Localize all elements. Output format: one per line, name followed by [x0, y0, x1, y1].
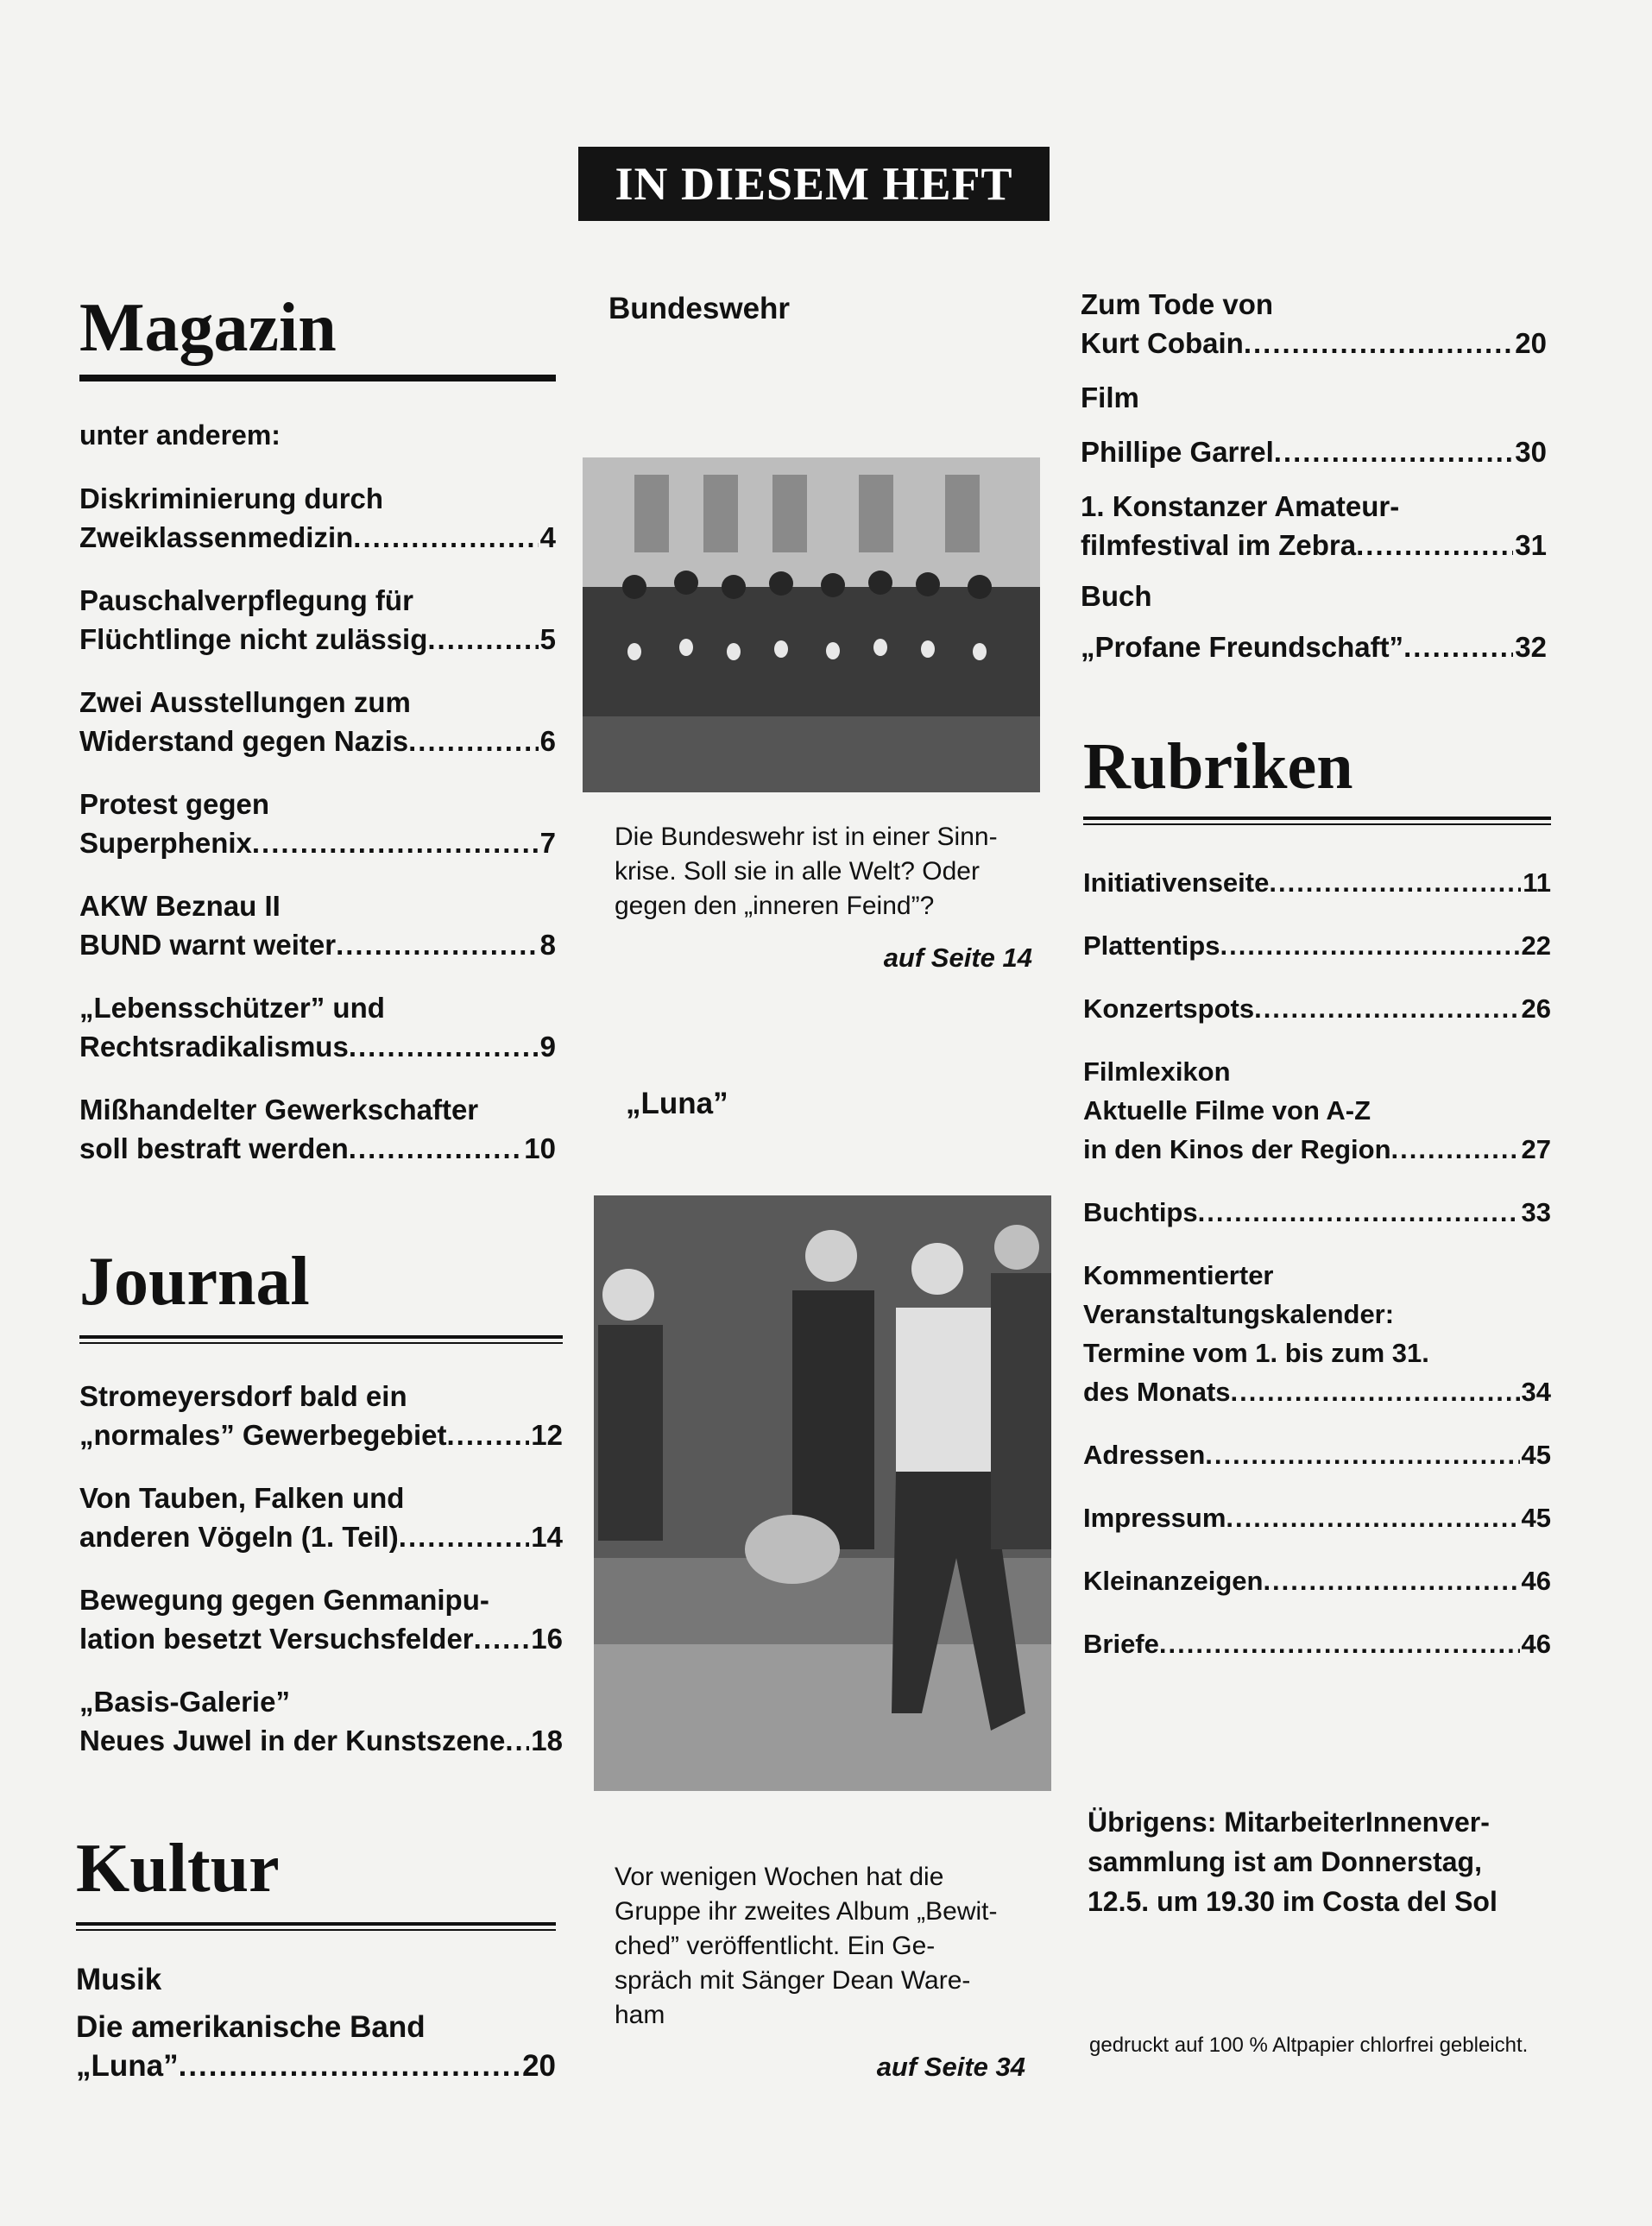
toc-entry	[79, 1580, 563, 1658]
toc-entry-line: Diskriminierung durch	[79, 482, 384, 514]
film-list	[1081, 432, 1547, 564]
toc-entry-row	[1083, 1193, 1551, 1232]
toc-entry-row	[1081, 432, 1547, 471]
toc-entry-row	[79, 925, 556, 964]
toc-entry-line: Stromeyersdorf bald ein	[79, 1380, 407, 1412]
toc-entry	[1083, 1435, 1551, 1474]
toc-entry-line: Pauschalverpflegung für	[79, 584, 413, 616]
feature-bundeswehr-caption	[615, 820, 1037, 974]
toc-entry	[79, 479, 556, 557]
page-number: 46	[1521, 1566, 1551, 1596]
toc-entry-line: 1. Konstanzer Amateur-	[1081, 490, 1400, 522]
dot-leader	[505, 1721, 529, 1760]
feature-heading: Bundeswehr	[608, 292, 791, 325]
soldiers-image	[583, 457, 1040, 792]
toc-entry	[1083, 989, 1551, 1028]
toc-entry	[1083, 1256, 1551, 1411]
page-number: 33	[1521, 1197, 1551, 1227]
toc-entry-row	[79, 722, 556, 760]
dot-leader	[1403, 627, 1513, 666]
toc-entry	[79, 1479, 563, 1556]
page-number: 32	[1515, 631, 1547, 663]
dot-leader	[336, 925, 539, 964]
page-number: 14	[531, 1521, 563, 1553]
toc-entry	[79, 886, 556, 964]
text-line: Übrigens: MitarbeiterInnenver-	[1088, 1807, 1490, 1838]
page-number: 45	[1521, 1503, 1551, 1533]
buch-label: Buch	[1081, 580, 1152, 612]
toc-entry-title: Konzertspots	[1083, 993, 1255, 1024]
caption-lines	[615, 820, 1037, 924]
toc-entry	[1081, 432, 1547, 471]
toc-entry-line: Veranstaltungskalender:	[1083, 1299, 1395, 1329]
header-banner	[578, 147, 1050, 221]
toc-entry-row	[79, 1129, 556, 1168]
toc-entry-row	[79, 1619, 563, 1658]
section-rule	[76, 1922, 556, 1926]
toc-entry-title: Superphenix	[79, 827, 252, 859]
toc-entry-row	[79, 1027, 556, 1066]
dot-leader	[1263, 1561, 1519, 1600]
toc-entry-line: „Basis-Galerie”	[79, 1686, 290, 1718]
magazin-list	[79, 479, 556, 1168]
dot-leader	[179, 2046, 520, 2085]
dot-leader	[1244, 324, 1513, 363]
toc-entry	[1083, 926, 1551, 965]
toc-entry-title: Impressum	[1083, 1503, 1226, 1533]
notice-lines	[1088, 1802, 1554, 1921]
toc-entry	[1083, 1052, 1551, 1169]
toc-entry-row	[1081, 324, 1547, 363]
dot-leader	[399, 1517, 529, 1556]
text-line: spräch mit Sänger Dean Ware-	[615, 1966, 971, 1995]
toc-entry-row	[1081, 526, 1547, 564]
feature-bundeswehr	[608, 289, 1040, 328]
toc-entry	[79, 1090, 556, 1168]
toc-entry-row	[1083, 1372, 1551, 1411]
toc-entry	[1081, 487, 1547, 564]
dot-leader	[349, 1129, 523, 1168]
page-number: 10	[524, 1132, 556, 1164]
dot-leader	[1198, 1193, 1520, 1232]
text-line: Gruppe ihr zweites Album „Bewit-	[615, 1897, 998, 1926]
section-title-rubriken: Rubriken	[1083, 730, 1353, 803]
page-number: 18	[531, 1725, 563, 1756]
text-line: Die Bundeswehr ist in einer Sinn-	[615, 823, 998, 851]
toc-entry-title: „Profane Freundschaft”	[1081, 631, 1404, 663]
toc-entry-line: „Lebensschützer” und	[79, 992, 385, 1024]
toc-entry-row	[76, 2046, 556, 2085]
text-line: gegen den „inneren Feind”?	[615, 892, 935, 920]
toc-entry	[1081, 285, 1547, 363]
page-number: 5	[539, 623, 556, 655]
dot-leader	[408, 722, 539, 760]
toc-entry-row	[1083, 926, 1551, 965]
kultur-section	[76, 1831, 556, 2085]
dot-leader	[252, 823, 539, 862]
text-line: Vor wenigen Wochen hat die	[615, 1863, 944, 1891]
toc-entry-row	[1081, 627, 1547, 666]
toc-entry-title: in den Kinos der Region	[1083, 1134, 1391, 1164]
text-line: sammlung ist am Donnerstag,	[1088, 1846, 1482, 1877]
page-number: 16	[531, 1623, 563, 1655]
feature-heading: „Luna”	[626, 1087, 728, 1120]
print-note: gedruckt auf 100 % Altpapier chlorfrei gebleicht.	[1089, 2034, 1529, 2057]
dot-leader	[1159, 1624, 1520, 1663]
rubriken-section	[1083, 730, 1551, 1663]
magazin-intro: unter anderem:	[79, 419, 281, 451]
dot-leader	[1269, 863, 1521, 902]
text-line: krise. Soll sie in alle Welt? Oder	[615, 857, 980, 886]
toc-entry-line: Kommentierter	[1083, 1260, 1274, 1290]
toc-entry-row	[1083, 863, 1551, 902]
toc-entry-title: Flüchtlinge nicht zulässig	[79, 623, 428, 655]
toc-entry-line: Protest gegen	[79, 788, 270, 820]
toc-entry-row	[79, 823, 556, 862]
toc-entry-title: anderen Vögeln (1. Teil)	[79, 1521, 399, 1553]
dot-leader	[1274, 432, 1514, 471]
toc-entry-line: Zwei Ausstellungen zum	[79, 686, 411, 718]
page-reference: auf Seite 14	[883, 943, 1032, 973]
dot-leader	[1205, 1435, 1519, 1474]
film-label: Film	[1081, 382, 1139, 413]
dot-leader	[349, 1027, 539, 1066]
text-line: 12.5. um 19.30 im Costa del Sol	[1088, 1886, 1498, 1917]
toc-entry-row	[79, 1517, 563, 1556]
toc-entry-row	[79, 620, 556, 659]
page-number: 9	[539, 1031, 556, 1063]
section-rule	[79, 1335, 563, 1339]
toc-entry	[79, 581, 556, 659]
toc-entry-row	[1083, 1130, 1551, 1169]
toc-entry-row	[1083, 989, 1551, 1028]
page-number: 31	[1515, 529, 1547, 561]
toc-entry-title: Widerstand gegen Nazis	[79, 725, 409, 757]
text-line: ham	[615, 2001, 665, 2029]
page-title: IN DIESEM HEFT	[615, 158, 1013, 210]
toc-entry-title: Kurt Cobain	[1081, 327, 1244, 359]
toc-entry-title: Phillipe Garrel	[1081, 436, 1274, 468]
toc-entry	[76, 2008, 556, 2085]
rubriken-list	[1083, 863, 1551, 1663]
left-column	[79, 290, 556, 1168]
toc-entry-row	[1083, 1624, 1551, 1663]
section-title-magazin: Magazin	[79, 290, 337, 366]
page-number: 20	[522, 2049, 556, 2083]
toc-entry-row	[1083, 1498, 1551, 1537]
toc-entry-title: „Luna”	[76, 2049, 179, 2083]
dot-leader	[1226, 1498, 1519, 1537]
toc-entry-line: Mißhandelter Gewerkschafter	[79, 1094, 479, 1126]
toc-entry-title: soll bestraft werden	[79, 1132, 349, 1164]
toc-entry-line: Aktuelle Filme von A-Z	[1083, 1095, 1371, 1126]
kultur-entry	[76, 2008, 556, 2085]
section-title-kultur: Kultur	[76, 1831, 280, 1907]
kultur-musik-label: Musik	[76, 1963, 162, 1996]
toc-entry-title: Zweiklassenmedizin	[79, 521, 354, 553]
journal-section	[79, 1244, 563, 1760]
cobain-entry	[1081, 285, 1547, 363]
toc-entry	[79, 683, 556, 760]
page-number: 7	[539, 827, 556, 859]
dot-leader	[353, 518, 538, 557]
dot-leader	[474, 1619, 530, 1658]
toc-entry-line: Die amerikanische Band	[76, 2010, 426, 2044]
dot-leader	[1254, 989, 1519, 1028]
toc-entry-row	[79, 1721, 563, 1760]
page-number: 22	[1521, 930, 1551, 961]
dot-leader	[427, 620, 538, 659]
toc-entry-title: Adressen	[1083, 1440, 1206, 1470]
text-line: ched” veröffentlicht. Ein Ge-	[615, 1932, 936, 1960]
right-column	[1081, 285, 1547, 666]
toc-entry	[1083, 1624, 1551, 1663]
buch-entry	[1081, 627, 1547, 666]
band-image	[594, 1195, 1051, 1791]
toc-entry-line: Termine vom 1. bis zum 31.	[1083, 1338, 1429, 1368]
page-number: 12	[531, 1419, 563, 1451]
section-rule	[1083, 823, 1551, 825]
toc-entry-title: filmfestival im Zebra	[1081, 529, 1357, 561]
page-number: 4	[539, 521, 556, 553]
toc-entry	[1083, 1193, 1551, 1232]
toc-entry-title: Initiativenseite	[1083, 867, 1270, 898]
page-number: 26	[1521, 993, 1551, 1024]
page-number: 30	[1515, 436, 1547, 468]
toc-entry	[79, 1377, 563, 1454]
dot-leader	[446, 1416, 529, 1454]
page-number: 8	[539, 929, 556, 961]
toc-entry-title: Rechtsradikalismus	[79, 1031, 349, 1063]
toc-entry	[79, 785, 556, 862]
toc-entry	[1083, 1561, 1551, 1600]
toc-entry-line: AKW Beznau II	[79, 890, 281, 922]
toc-entry-row	[1083, 1435, 1551, 1474]
toc-entry-row	[79, 1416, 563, 1454]
toc-entry-row	[1083, 1561, 1551, 1600]
toc-entry-title: Kleinanzeigen	[1083, 1566, 1264, 1596]
toc-entry-title: BUND warnt weiter	[79, 929, 337, 961]
toc-entry-line: Filmlexikon	[1083, 1056, 1231, 1087]
toc-entry-line: Bewegung gegen Genmanipu-	[79, 1584, 489, 1616]
page-number: 20	[1515, 327, 1547, 359]
caption-lines	[615, 1860, 1037, 2033]
toc-entry-line: Von Tauben, Falken und	[79, 1482, 405, 1514]
feature-luna-caption	[615, 1860, 1037, 2083]
photo-luna	[594, 1195, 1051, 1791]
section-rule	[76, 1929, 556, 1931]
section-rule	[79, 375, 556, 382]
toc-entry-title: des Monats	[1083, 1377, 1231, 1407]
toc-entry-title: „normales” Gewerbegebiet	[79, 1419, 447, 1451]
dot-leader	[1231, 1372, 1520, 1411]
feature-luna	[626, 1084, 1031, 1123]
toc-entry	[1083, 863, 1551, 902]
section-rule	[79, 1342, 563, 1344]
toc-entry-title: lation besetzt Versuchsfelder	[79, 1623, 474, 1655]
toc-entry-line: Zum Tode von	[1081, 288, 1274, 320]
toc-entry	[1083, 1498, 1551, 1537]
page-number: 45	[1521, 1440, 1551, 1470]
page-number: 46	[1521, 1629, 1551, 1659]
toc-entry	[1081, 627, 1547, 666]
toc-entry-title: Plattentips	[1083, 930, 1220, 961]
notice	[1088, 1802, 1554, 1921]
page-reference: auf Seite 34	[876, 2052, 1025, 2082]
dot-leader	[1356, 526, 1513, 564]
toc-entry	[79, 1682, 563, 1760]
page-number: 6	[539, 725, 556, 757]
photo-bundeswehr	[583, 457, 1040, 792]
page-number: 27	[1521, 1134, 1551, 1164]
dot-leader	[1391, 1130, 1520, 1169]
page-number: 34	[1521, 1377, 1551, 1407]
toc-entry-title: Buchtips	[1083, 1197, 1198, 1227]
toc-entry-title: Neues Juwel in der Kunstszene	[79, 1725, 506, 1756]
toc-entry-row	[79, 518, 556, 557]
page-number: 11	[1523, 867, 1551, 898]
toc-entry	[79, 988, 556, 1066]
toc-entry-title: Briefe	[1083, 1629, 1159, 1659]
section-rule	[1083, 817, 1551, 820]
journal-list	[79, 1377, 563, 1760]
dot-leader	[1220, 926, 1519, 965]
section-title-journal: Journal	[79, 1244, 310, 1320]
